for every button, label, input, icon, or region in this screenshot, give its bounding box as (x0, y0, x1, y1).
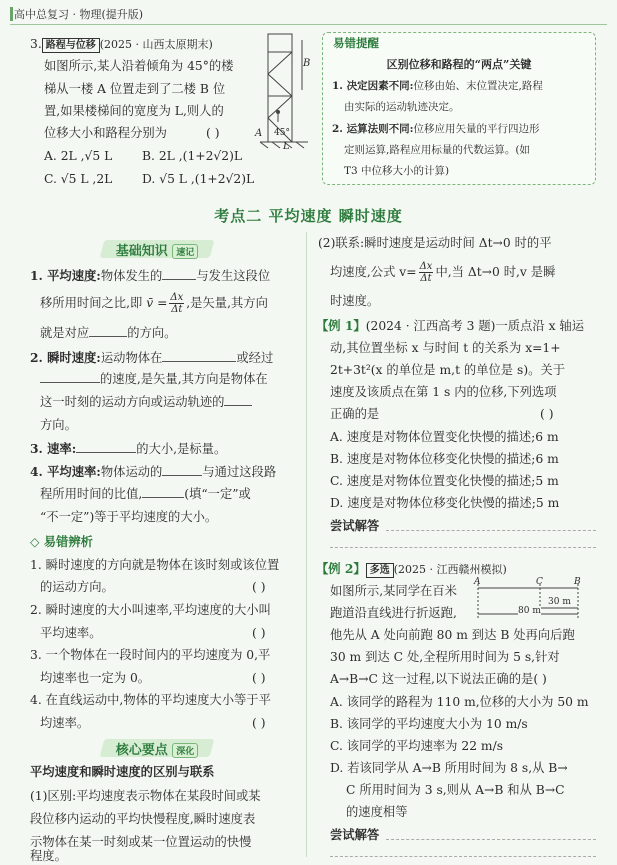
blank[interactable] (162, 348, 236, 362)
try-answer-1-line[interactable] (386, 530, 596, 531)
blank[interactable] (40, 369, 100, 383)
fig-label-b: B (303, 58, 311, 69)
try-answer-2-line-2[interactable] (330, 856, 596, 857)
blank[interactable] (224, 392, 252, 406)
example-2-option-d-1[interactable]: D. 若该同学从 A→B 所用时间为 8 s,从 B→ (330, 761, 568, 775)
track-label-80m: 80 m (518, 606, 541, 616)
q3-option-d[interactable]: D. √5 L ,(1+2√2)L (142, 172, 255, 186)
core-subtitle: 平均速度和瞬时速度的区别与联系 (30, 764, 215, 779)
example-2-line-2: 如图所示,某同学在百米 (330, 584, 457, 598)
basics-line-8: 3. 速率: 的大小,是标量。 (30, 441, 227, 456)
error-2-paren[interactable]: ( ) (252, 626, 266, 640)
error-4-paren[interactable]: ( ) (252, 716, 266, 730)
basics-line-1: 1. 平均速度:物体发生的 与发生这段位 (30, 268, 271, 283)
basics-line-3: 就是对应 的方向。 (40, 322, 176, 345)
error-2b: 平均速率。 (40, 626, 102, 640)
q3-line4: 置,如果楼梯间的宽度为 L,则人的 (44, 104, 224, 118)
basics-line-2: 移所用时间之比,即 v̄ = $\frac{\Delta x}{\Delta t}$ ,是矢量,其方向 (40, 292, 268, 315)
error-4a: 4. 在直线运动中,物体的平均速度大小等于平 (30, 693, 271, 707)
error-1a: 1. 瞬时速度的方向就是物体在该时刻或该位置 (30, 558, 280, 572)
error-3b: 均速率也一定为 0。 (40, 671, 151, 685)
tip-point-1b: 由实际的运动轨迹决定。 (344, 101, 460, 113)
basics-line-4: 2. 瞬时速度:运动物体在 或经过 (30, 350, 274, 365)
basics-banner: 基础知识 速记 (102, 240, 212, 259)
try-answer-2-line[interactable] (386, 839, 596, 840)
blank[interactable] (89, 323, 127, 337)
example-2-line-6: A→B→C 这一过程,以下说法正确的是( ) (330, 672, 547, 686)
core-banner: 核心要点 深化 (102, 739, 212, 758)
error-1-paren[interactable]: ( ) (252, 580, 266, 594)
example-1-option-c[interactable]: C. 速度是对物体位置变化快慢的描述;5 m (330, 474, 559, 488)
errors-heading: ◇ 易错辨析 (30, 534, 93, 549)
q3-line3: 梯从一楼 A 位置走到了二楼 B 位 (44, 82, 226, 96)
q3-option-b[interactable]: B. 2L ,(1+2√2)L (142, 149, 243, 163)
section-title: 考点二 平均速度 瞬时速度 (214, 207, 403, 225)
core-line-2: 段位移内运动的平均快慢程度,瞬时速度表 (30, 812, 256, 826)
blank[interactable] (162, 462, 202, 476)
basics-line-11: “不一定”)等于平均速度的大小。 (40, 510, 218, 524)
right-line-2: 均速度,公式 v= $\frac{\Delta x}{\Delta t}$ 中,当 Δt→0 时,v 是瞬 (330, 261, 556, 284)
example-2-option-b[interactable]: B. 该同学的平均速度大小为 10 m/s (330, 717, 528, 731)
q3-answer-paren: ( ) (206, 126, 220, 140)
tip-point-1a: 1. 决定因素不同:位移由始、末位置决定,路程 (332, 80, 543, 92)
column-divider (306, 232, 307, 857)
basics-line-5: 的速度,是矢量,其方向是物体在 (40, 368, 268, 391)
track-label-b: B (574, 577, 581, 587)
fraction: $\frac{\Delta x}{\Delta t}$ (170, 292, 184, 315)
tip-subtitle: 区别位移和路程的“两点”关键 (386, 58, 532, 71)
error-4b: 均速率。 (40, 716, 90, 730)
tip-point-2c: T3 中位移大小的计算) (344, 165, 450, 177)
fig-label-l: L (283, 141, 290, 152)
example-1-line-4: 速度及该质点在第 1 s 内的位移,下列选项 (330, 385, 557, 399)
example-1-option-b[interactable]: B. 速度是对物体位移变化快慢的描述;6 m (330, 452, 559, 466)
example-2-line-1: 【例 2】 多选 (2025 · 江西赣州模拟) (316, 561, 507, 576)
example-2-line-5: 30 m 到达 C 处,全程所用时间为 5 s,针对 (330, 650, 560, 664)
q3-number: 3. (30, 37, 42, 51)
example-1-option-d[interactable]: D. 速度是对物体位移变化快慢的描述;5 m (330, 496, 560, 510)
blank[interactable] (142, 484, 184, 498)
fig-label-angle: 45° (274, 128, 290, 138)
tip-heading: 易错提醒 (333, 36, 379, 50)
page-header: 高中总复习 · 物理(提升版) (14, 8, 144, 21)
basics-line-6: 这一时刻的运动方向或运动轨迹的 (40, 391, 252, 414)
q3-line5: 位移大小和路程分别为 (44, 126, 167, 140)
fig-label-a: A (255, 128, 263, 139)
q3-source: (2025 · 山西太原期末) (99, 38, 213, 51)
basics-line-7: 方向。 (40, 418, 77, 432)
header-divider (10, 24, 607, 25)
q3-option-a[interactable]: A. 2L ,√5 L (44, 149, 113, 163)
example-2-line-3: 跑道沿直线进行折返跑, (330, 606, 457, 620)
track-label-a: A (474, 577, 481, 587)
example-1-option-a[interactable]: A. 速度是对物体位置变化快慢的描述;6 m (330, 430, 559, 444)
error-3-paren[interactable]: ( ) (252, 671, 266, 685)
tip-point-2b: 定则运算,路程应用标量的代数运算。(如 (344, 144, 530, 156)
example-1-line-1: 【例 1】(2024 · 江西高考 3 题)一质点沿 x 轴运 (316, 318, 585, 333)
q3-line2: 如图所示,某人沿着倾角为 45°的楼 (44, 59, 234, 73)
example-1-line-5: 正确的是 (330, 407, 380, 421)
core-line-3: 示物体在某一时刻或某一位置运动的快慢 (30, 835, 252, 849)
track-label-30m: 30 m (548, 597, 571, 607)
example-2-option-c[interactable]: C. 该同学的平均速率为 22 m/s (330, 739, 504, 753)
track-label-c: C (536, 577, 543, 587)
q3-line1 (30, 33, 213, 56)
tip-point-2a: 2. 运算法则不同:位移应用矢量的平行四边形 (332, 123, 540, 135)
example-1-line-3: 2t+3t²(x 的单位是 m,t 的单位是 s)。关于 (330, 363, 566, 377)
header-bar (10, 7, 13, 21)
right-line-1: (2)联系:瞬时速度是运动时间 Δt→0 时的平 (318, 236, 552, 250)
example-2-option-d-3: 的速度相等 (346, 805, 408, 819)
try-answer-2-label: 尝试解答 (330, 827, 380, 842)
right-line-3: 时速度。 (330, 294, 380, 308)
error-2a: 2. 瞬时速度的大小叫速率,平均速度的大小叫 (30, 603, 271, 617)
example-2-option-d-2: C 所用时间为 3 s,则从 A→B 和从 B→C (346, 783, 565, 797)
blank[interactable] (162, 266, 196, 280)
fraction: $\frac{\Delta x}{\Delta t}$ (419, 261, 433, 284)
basics-line-10: 程所用时间的比值, (填“一定”或 (40, 483, 251, 506)
example-1-paren[interactable]: ( ) (540, 407, 554, 421)
error-1b: 的运动方向。 (40, 580, 114, 594)
example-2-option-a[interactable]: A. 该同学的路程为 110 m,位移的大小为 50 m (330, 695, 589, 709)
q3-tag: 路程与位移 (42, 38, 100, 53)
blank[interactable] (76, 439, 136, 453)
core-line-1: (1)区别:平均速度表示物体在某段时间或某 (30, 789, 261, 803)
error-3a: 3. 一个物体在一段时间内的平均速度为 0,平 (30, 648, 271, 662)
try-answer-1-line-2[interactable] (330, 547, 596, 548)
q3-option-c[interactable]: C. √5 L ,2L (44, 172, 113, 186)
example-1-line-2: 动,其位置坐标 x 与时间 t 的关系为 x=1+ (330, 341, 561, 355)
try-answer-1-label: 尝试解答 (330, 518, 380, 533)
basics-line-9: 4. 平均速率:物体运动的 与通过这段路 (30, 464, 277, 479)
core-line-4: 程度。 (30, 849, 67, 863)
example-2-line-4: 他先从 A 处向前跑 80 m 到达 B 处再向后跑 (330, 628, 575, 642)
